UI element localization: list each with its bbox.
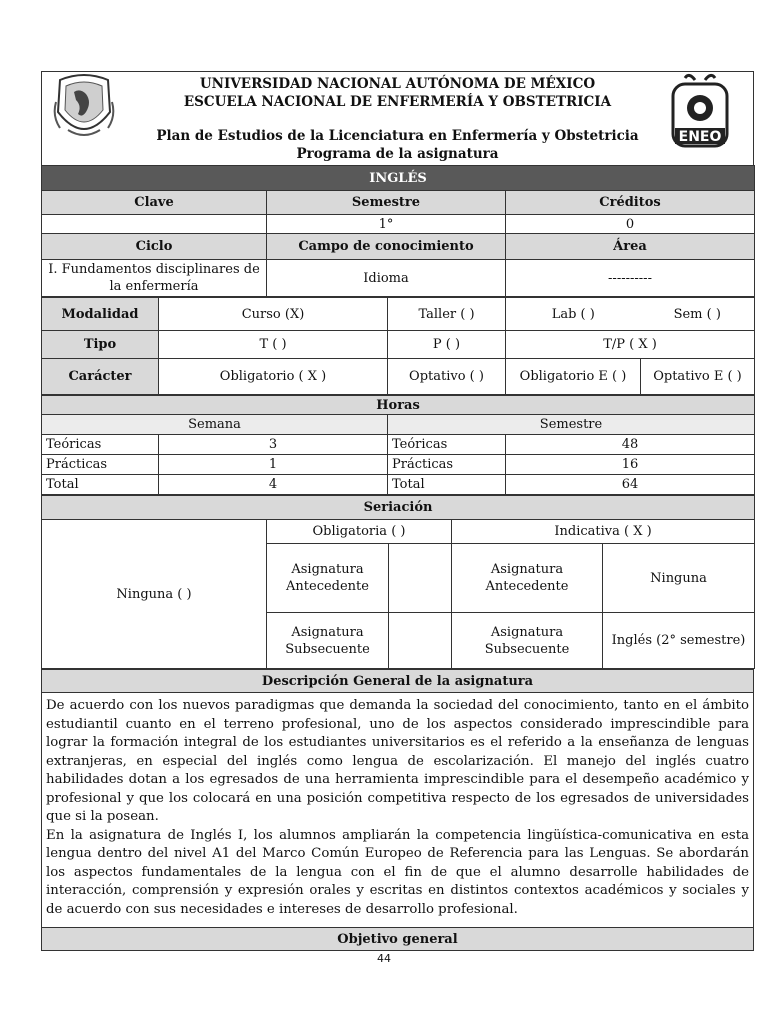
modalidad-sem: Sem ( ): [641, 298, 755, 331]
ciclo-value: I. Fundamentos disciplinares de la enfermería: [42, 260, 267, 297]
horas-row-semestre: 48: [506, 435, 755, 455]
horas-row-label-sem: Prácticas: [388, 455, 506, 475]
tipo-t: T ( ): [159, 331, 388, 359]
objetivo-title: Objetivo general: [42, 928, 754, 951]
eneo-logo-icon: [667, 72, 733, 150]
horas-row-semana: 1: [159, 455, 388, 475]
caracter-obligatorio-e: Obligatorio E ( ): [506, 359, 641, 395]
horas-row-label-sem: Total: [388, 475, 506, 495]
obl-subsecuente-label: Asignatura Subsecuente: [267, 613, 389, 669]
modalidad-curso: Curso (X): [159, 298, 388, 331]
program-title: Programa de la asignatura: [296, 146, 499, 162]
horas-row: [42, 475, 755, 495]
plan-title: Plan de Estudios de la Licenciatura en Enfermería y Obstetricia: [156, 128, 639, 144]
horas-table: [41, 395, 755, 495]
tipo-label: Tipo: [42, 331, 159, 359]
campo-label: Campo de conocimiento: [267, 234, 506, 260]
horas-row-label: Total: [42, 475, 159, 495]
seriacion-ninguna: Ninguna ( ): [42, 520, 267, 669]
university-name: UNIVERSIDAD NACIONAL AUTÓNOMA DE MÉXICO: [199, 76, 596, 92]
modalidad-label: Modalidad: [42, 298, 159, 331]
horas-row-label: Prácticas: [42, 455, 159, 475]
obl-antecedente-label: Asignatura Antecedente: [267, 544, 389, 613]
area-label: Área: [506, 234, 755, 260]
horas-row: [42, 435, 755, 455]
ciclo-label: Ciclo: [42, 234, 267, 260]
caracter-label: Carácter: [42, 359, 159, 395]
seriacion-table: [41, 495, 755, 669]
caracter-optativo: Optativo ( ): [388, 359, 506, 395]
caracter-optativo-e: Optativo E ( ): [641, 359, 755, 395]
document-header: [41, 71, 754, 165]
horas-semana-label: Semana: [42, 415, 388, 435]
campo-value: Idioma: [267, 260, 506, 297]
horas-row-label-sem: Teóricas: [388, 435, 506, 455]
modalidad-table: [41, 297, 755, 395]
descripcion-title: Descripción General de la asignatura: [42, 670, 754, 693]
ind-subsecuente-label: Asignatura Subsecuente: [452, 613, 603, 669]
horas-row-label: Teóricas: [42, 435, 159, 455]
subject-title: INGLÉS: [42, 166, 755, 191]
ind-subsecuente-value: Inglés (2° semestre): [603, 613, 755, 669]
seriacion-obligatoria: Obligatoria ( ): [267, 520, 452, 544]
horas-semestre-label: Semestre: [388, 415, 755, 435]
descripcion-paragraph-1: De acuerdo con los nuevos paradigmas que demanda la sociedad del conocimiento, tanto en el ámbito estudiantil cuanto en el terreno profesional, uno de los aspectos considerado imprescindible para lograr la formación integral de los estudiantes universitarios es el referido a la enseñanza de lenguas extranjeras, en especial del inglés como lengua de escolarización. El manejo del inglés cuatro habilidades dotan a los egresados de una herramienta imprescindible para el desempeño académico y profesional y que los colocará en una posición competitiva respecto de los egresados de universidades que si la posean.: [46, 698, 749, 824]
clave-value: [42, 215, 267, 234]
semestre-value: 1°: [267, 215, 506, 234]
creditos-label: Créditos: [506, 191, 755, 215]
caracter-obligatorio: Obligatorio ( X ): [159, 359, 388, 395]
seriacion-title: Seriación: [42, 496, 755, 520]
page-number: 44: [377, 952, 391, 965]
horas-row-semestre: 64: [506, 475, 755, 495]
tipo-p: P ( ): [388, 331, 506, 359]
horas-row-semana: 4: [159, 475, 388, 495]
descripcion-body: [42, 693, 754, 928]
ind-antecedente-value: Ninguna: [603, 544, 755, 613]
descripcion-table: [41, 669, 754, 951]
horas-row-semestre: 16: [506, 455, 755, 475]
obl-subsecuente-value: [389, 613, 452, 669]
horas-row-semana: 3: [159, 435, 388, 455]
seriacion-indicativa: Indicativa ( X ): [452, 520, 755, 544]
document-page: [41, 71, 754, 951]
descripcion-paragraph-2: En la asignatura de Inglés I, los alumnos ampliarán la competencia lingüística-comunicativa en esta lengua dentro del nivel A1 del Marco Común Europeo de Referencia para las Lenguas. Se abordarán los aspectos fundamentales de la lengua con el fin de que el alumno desarrolle habilidades de interacción, comprensión y expresión orales y escritas en distintos contextos académicos y sociales y de acuerdo con sus necesidades e intereses de desarrollo profesional.: [46, 827, 749, 917]
obl-antecedente-value: [389, 544, 452, 613]
horas-title: Horas: [42, 396, 755, 415]
horas-row: [42, 455, 755, 475]
tipo-tp: T/P ( X ): [506, 331, 755, 359]
school-name: ESCUELA NACIONAL DE ENFERMERÍA Y OBSTETRICIA: [183, 94, 612, 110]
modalidad-taller: Taller ( ): [388, 298, 506, 331]
clave-label: Clave: [42, 191, 267, 215]
creditos-value: 0: [506, 215, 755, 234]
area-value: ----------: [506, 260, 755, 297]
modalidad-lab: Lab ( ): [506, 298, 641, 331]
subject-table: [41, 165, 755, 297]
eneo-logo-text: ENEO: [678, 129, 722, 145]
ind-antecedente-label: Asignatura Antecedente: [452, 544, 603, 613]
semestre-label: Semestre: [267, 191, 506, 215]
